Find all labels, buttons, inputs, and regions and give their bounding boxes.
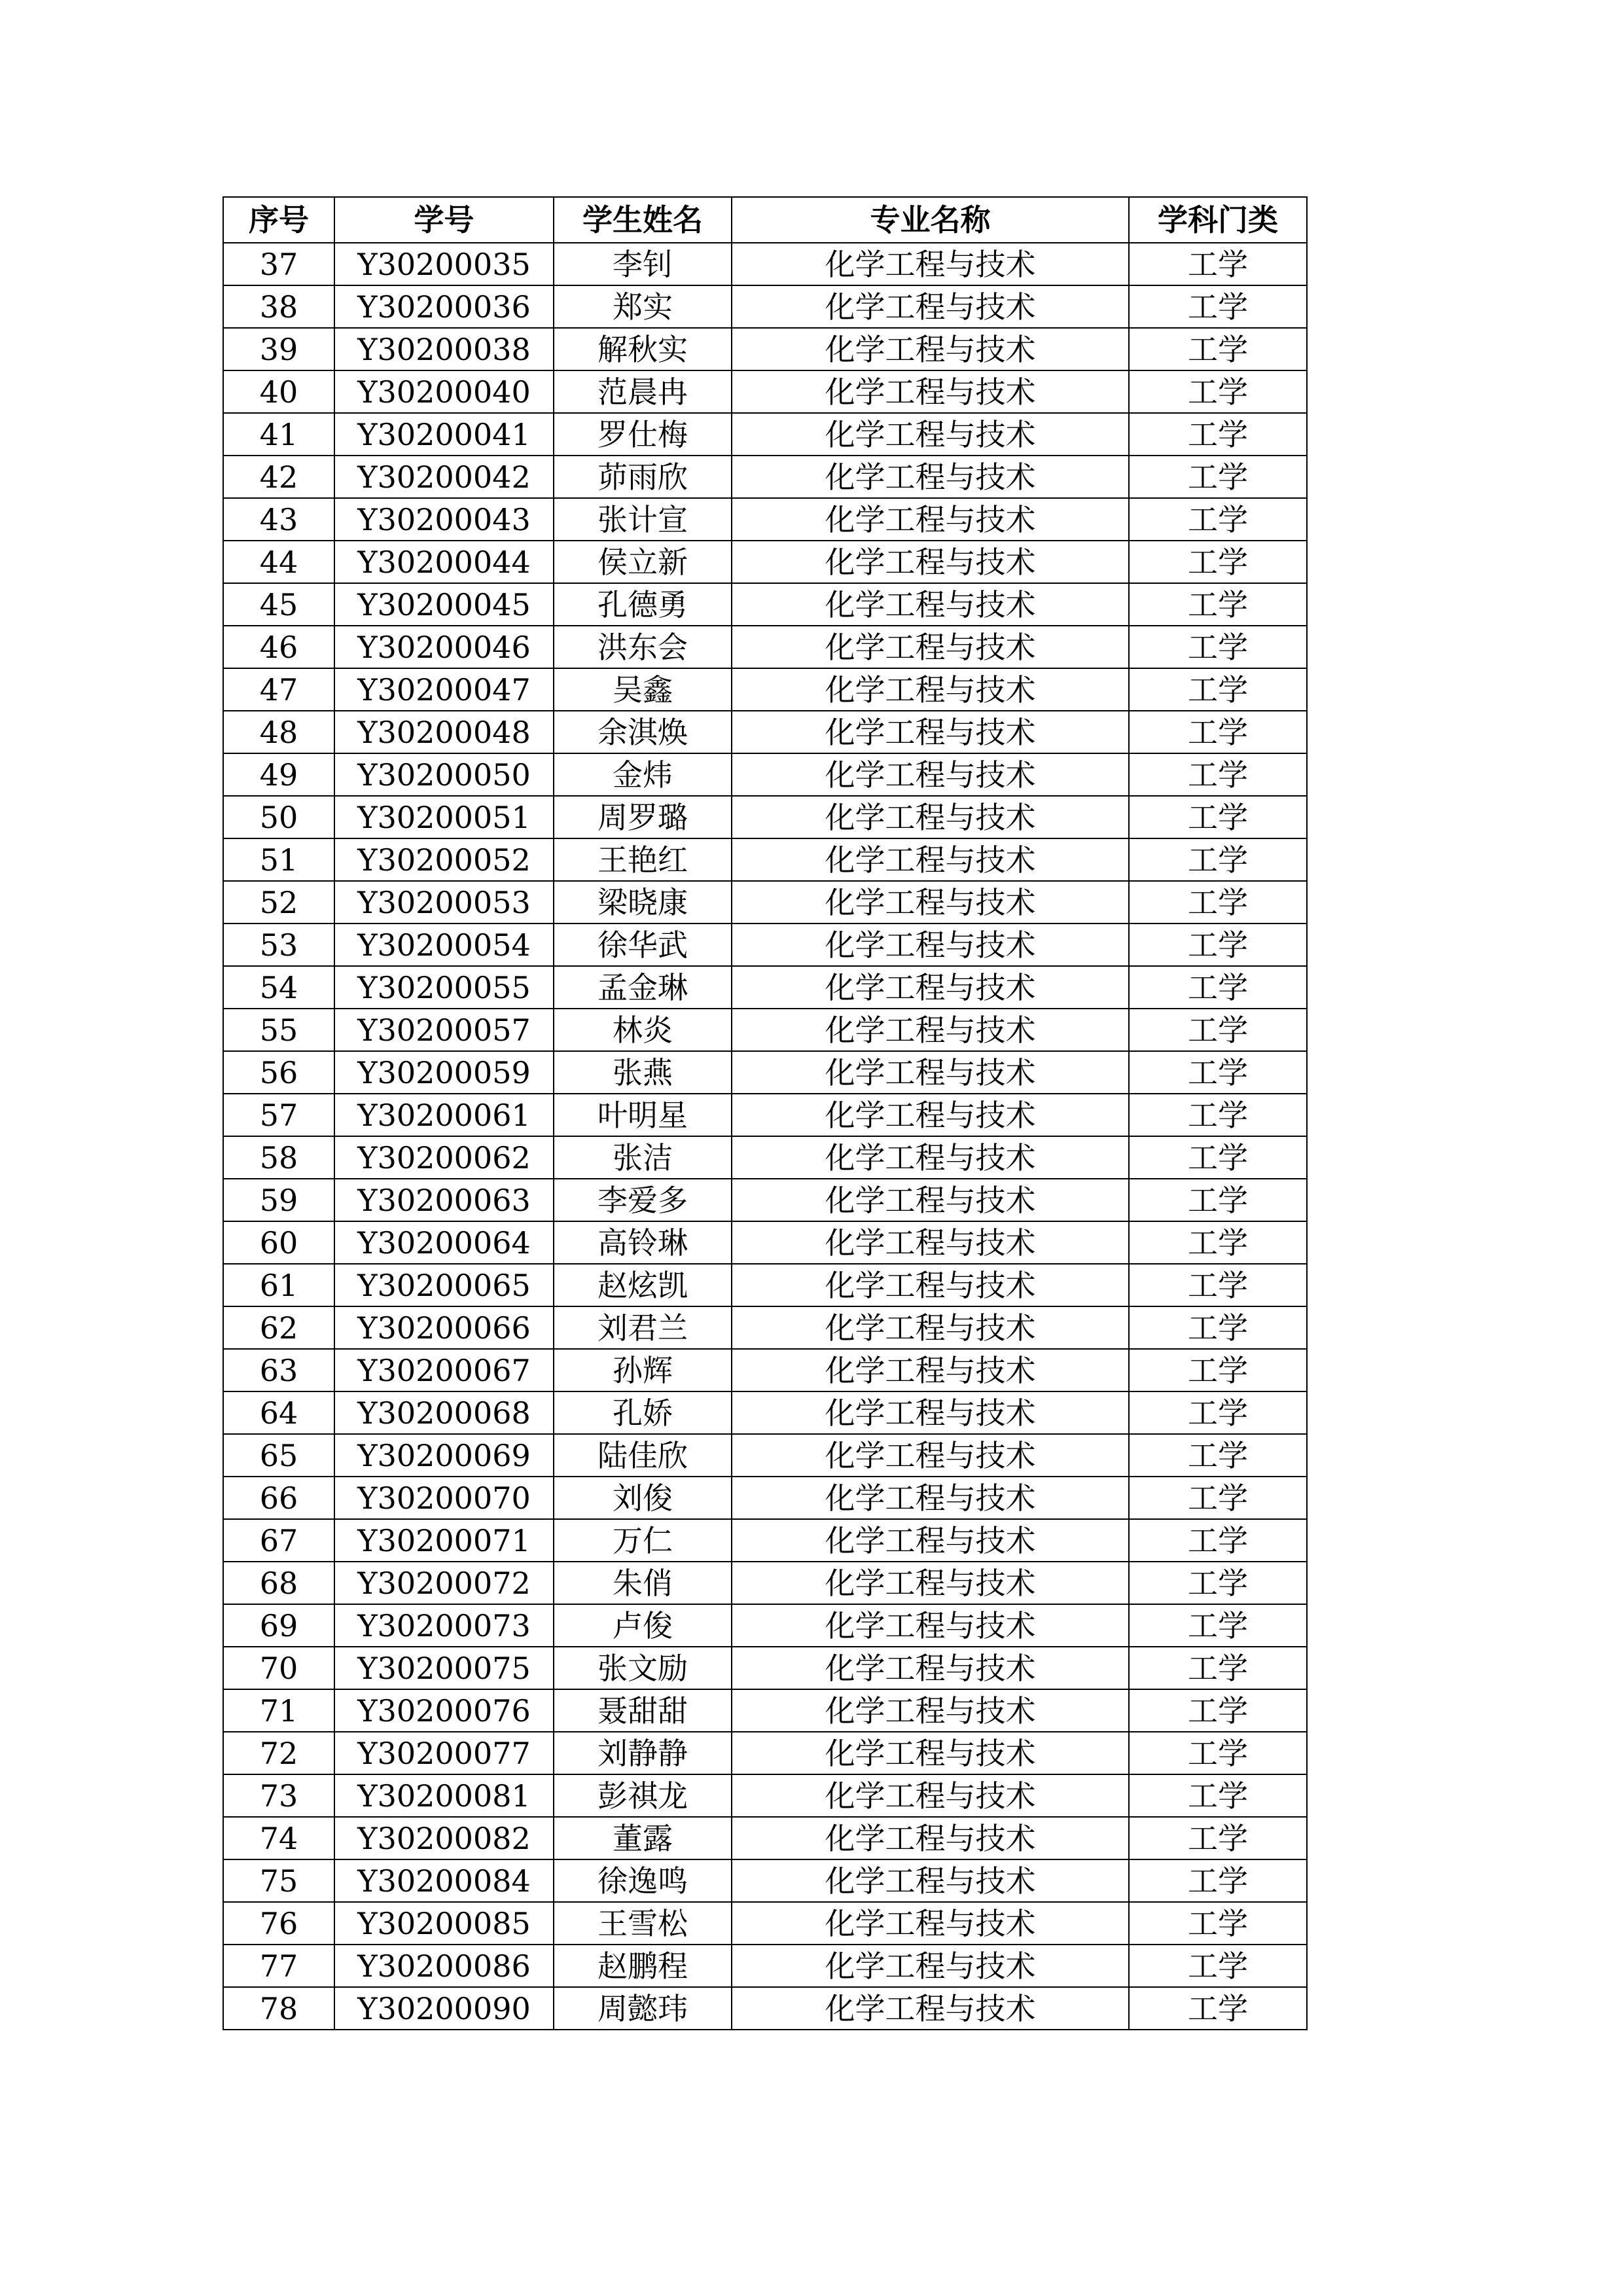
cell-discipline: 工学 [1129,966,1307,1009]
cell-discipline: 工学 [1129,711,1307,753]
cell-major: 化学工程与技术 [732,1562,1129,1604]
header-index: 序号 [223,197,334,243]
cell-student-name: 吴鑫 [554,668,732,711]
cell-index: 42 [223,456,334,498]
cell-discipline: 工学 [1129,1009,1307,1051]
cell-student-id: Y30200081 [334,1774,554,1817]
cell-index: 78 [223,1987,334,2030]
table-row [223,753,1307,796]
cell-student-name: 茆雨欣 [554,456,732,498]
cell-index: 60 [223,1221,334,1264]
table-row [223,1902,1307,1945]
cell-major: 化学工程与技术 [732,1902,1129,1945]
cell-index: 73 [223,1774,334,1817]
cell-discipline: 工学 [1129,1051,1307,1094]
cell-major: 化学工程与技术 [732,413,1129,456]
table-row [223,1689,1307,1732]
cell-student-id: Y30200059 [334,1051,554,1094]
cell-student-id: Y30200048 [334,711,554,753]
cell-student-name: 李爱多 [554,1179,732,1221]
cell-index: 52 [223,881,334,924]
cell-discipline: 工学 [1129,328,1307,370]
table-row [223,1774,1307,1817]
cell-major: 化学工程与技术 [732,668,1129,711]
table-row [223,966,1307,1009]
table-row [223,1732,1307,1774]
cell-student-name: 刘俊 [554,1477,732,1519]
cell-index: 40 [223,370,334,413]
table-row [223,285,1307,328]
cell-discipline: 工学 [1129,1774,1307,1817]
cell-student-id: Y30200062 [334,1136,554,1179]
cell-major: 化学工程与技术 [732,1391,1129,1434]
table-row [223,838,1307,881]
cell-index: 65 [223,1434,334,1477]
cell-student-id: Y30200047 [334,668,554,711]
cell-index: 48 [223,711,334,753]
cell-major: 化学工程与技术 [732,456,1129,498]
cell-discipline: 工学 [1129,626,1307,668]
cell-student-name: 叶明星 [554,1094,732,1136]
table-row [223,1349,1307,1391]
cell-student-id: Y30200054 [334,924,554,966]
cell-student-id: Y30200055 [334,966,554,1009]
cell-discipline: 工学 [1129,1136,1307,1179]
cell-student-name: 孟金琳 [554,966,732,1009]
cell-student-id: Y30200090 [334,1987,554,2030]
cell-student-id: Y30200044 [334,541,554,583]
cell-student-name: 万仁 [554,1519,732,1562]
cell-discipline: 工学 [1129,1306,1307,1349]
cell-discipline: 工学 [1129,881,1307,924]
table-row [223,1264,1307,1306]
cell-discipline: 工学 [1129,541,1307,583]
cell-major: 化学工程与技术 [732,796,1129,838]
cell-major: 化学工程与技术 [732,498,1129,541]
cell-index: 54 [223,966,334,1009]
table-row [223,924,1307,966]
cell-major: 化学工程与技术 [732,583,1129,626]
table-row [223,1604,1307,1647]
cell-major: 化学工程与技术 [732,1221,1129,1264]
cell-discipline: 工学 [1129,668,1307,711]
cell-student-id: Y30200073 [334,1604,554,1647]
cell-student-id: Y30200076 [334,1689,554,1732]
cell-index: 56 [223,1051,334,1094]
cell-discipline: 工学 [1129,1477,1307,1519]
table-row [223,413,1307,456]
cell-major: 化学工程与技术 [732,285,1129,328]
cell-index: 59 [223,1179,334,1221]
cell-major: 化学工程与技术 [732,370,1129,413]
cell-student-name: 王艳红 [554,838,732,881]
cell-major: 化学工程与技术 [732,1859,1129,1902]
cell-major: 化学工程与技术 [732,881,1129,924]
cell-student-id: Y30200086 [334,1945,554,1987]
cell-major: 化学工程与技术 [732,966,1129,1009]
cell-student-id: Y30200065 [334,1264,554,1306]
cell-student-name: 洪东会 [554,626,732,668]
cell-major: 化学工程与技术 [732,626,1129,668]
cell-discipline: 工学 [1129,1094,1307,1136]
cell-student-name: 朱俏 [554,1562,732,1604]
cell-major: 化学工程与技术 [732,1604,1129,1647]
cell-student-name: 侯立新 [554,541,732,583]
table-row [223,796,1307,838]
cell-index: 49 [223,753,334,796]
table-row [223,1434,1307,1477]
cell-major: 化学工程与技术 [732,1817,1129,1859]
cell-major: 化学工程与技术 [732,1774,1129,1817]
cell-discipline: 工学 [1129,1264,1307,1306]
cell-student-id: Y30200052 [334,838,554,881]
cell-major: 化学工程与技术 [732,753,1129,796]
cell-major: 化学工程与技术 [732,1349,1129,1391]
cell-student-name: 王雪松 [554,1902,732,1945]
table-row [223,1519,1307,1562]
cell-discipline: 工学 [1129,1519,1307,1562]
cell-discipline: 工学 [1129,1987,1307,2030]
cell-student-name: 刘静静 [554,1732,732,1774]
cell-student-id: Y30200057 [334,1009,554,1051]
cell-major: 化学工程与技术 [732,1689,1129,1732]
cell-student-id: Y30200084 [334,1859,554,1902]
cell-index: 47 [223,668,334,711]
cell-index: 68 [223,1562,334,1604]
header-student-id: 学号 [334,197,554,243]
cell-major: 化学工程与技术 [732,924,1129,966]
cell-student-id: Y30200042 [334,456,554,498]
table-row [223,1647,1307,1689]
table-row [223,456,1307,498]
cell-index: 62 [223,1306,334,1349]
cell-index: 70 [223,1647,334,1689]
cell-student-id: Y30200070 [334,1477,554,1519]
cell-student-name: 李钊 [554,243,732,285]
table-row [223,498,1307,541]
cell-student-id: Y30200064 [334,1221,554,1264]
cell-student-id: Y30200053 [334,881,554,924]
cell-major: 化学工程与技术 [732,1094,1129,1136]
cell-discipline: 工学 [1129,1647,1307,1689]
cell-student-id: Y30200036 [334,285,554,328]
cell-discipline: 工学 [1129,1562,1307,1604]
cell-discipline: 工学 [1129,243,1307,285]
cell-discipline: 工学 [1129,583,1307,626]
cell-index: 71 [223,1689,334,1732]
cell-student-name: 梁晓康 [554,881,732,924]
cell-discipline: 工学 [1129,1434,1307,1477]
table-row [223,1051,1307,1094]
table-row [223,370,1307,413]
cell-discipline: 工学 [1129,924,1307,966]
cell-major: 化学工程与技术 [732,838,1129,881]
header-row [223,197,1307,243]
cell-student-id: Y30200085 [334,1902,554,1945]
cell-student-id: Y30200040 [334,370,554,413]
table-row [223,668,1307,711]
table-row [223,1859,1307,1902]
cell-student-id: Y30200045 [334,583,554,626]
table-row [223,1221,1307,1264]
table-row [223,328,1307,370]
cell-discipline: 工学 [1129,753,1307,796]
cell-student-id: Y30200068 [334,1391,554,1434]
cell-student-name: 余淇焕 [554,711,732,753]
cell-index: 75 [223,1859,334,1902]
cell-student-name: 刘君兰 [554,1306,732,1349]
cell-index: 76 [223,1902,334,1945]
table-row [223,1306,1307,1349]
cell-student-name: 郑实 [554,285,732,328]
cell-discipline: 工学 [1129,1349,1307,1391]
cell-discipline: 工学 [1129,456,1307,498]
cell-index: 66 [223,1477,334,1519]
cell-major: 化学工程与技术 [732,1732,1129,1774]
cell-index: 64 [223,1391,334,1434]
cell-major: 化学工程与技术 [732,1051,1129,1094]
cell-student-name: 周罗璐 [554,796,732,838]
cell-student-id: Y30200071 [334,1519,554,1562]
table-row [223,1477,1307,1519]
cell-student-name: 金炜 [554,753,732,796]
table-row [223,1945,1307,1987]
cell-student-id: Y30200035 [334,243,554,285]
table-row [223,583,1307,626]
cell-discipline: 工学 [1129,413,1307,456]
cell-major: 化学工程与技术 [732,1987,1129,2030]
cell-major: 化学工程与技术 [732,1264,1129,1306]
cell-index: 44 [223,541,334,583]
cell-discipline: 工学 [1129,1179,1307,1221]
cell-student-id: Y30200082 [334,1817,554,1859]
cell-index: 63 [223,1349,334,1391]
cell-index: 50 [223,796,334,838]
cell-student-name: 董露 [554,1817,732,1859]
cell-student-name: 孔德勇 [554,583,732,626]
cell-discipline: 工学 [1129,796,1307,838]
cell-discipline: 工学 [1129,498,1307,541]
cell-student-name: 张计宣 [554,498,732,541]
cell-discipline: 工学 [1129,1689,1307,1732]
cell-student-name: 罗仕梅 [554,413,732,456]
cell-student-id: Y30200043 [334,498,554,541]
table-body [223,243,1307,2030]
cell-index: 55 [223,1009,334,1051]
table-row [223,1009,1307,1051]
cell-student-name: 陆佳欣 [554,1434,732,1477]
cell-discipline: 工学 [1129,1817,1307,1859]
table-row [223,1987,1307,2030]
cell-index: 43 [223,498,334,541]
cell-student-name: 卢俊 [554,1604,732,1647]
cell-index: 38 [223,285,334,328]
cell-index: 67 [223,1519,334,1562]
cell-student-id: Y30200069 [334,1434,554,1477]
cell-major: 化学工程与技术 [732,541,1129,583]
cell-index: 39 [223,328,334,370]
cell-student-name: 聂甜甜 [554,1689,732,1732]
cell-discipline: 工学 [1129,1604,1307,1647]
cell-student-id: Y30200051 [334,796,554,838]
header-major: 专业名称 [732,197,1129,243]
table-row [223,1136,1307,1179]
cell-student-id: Y30200061 [334,1094,554,1136]
cell-student-id: Y30200077 [334,1732,554,1774]
cell-major: 化学工程与技术 [732,328,1129,370]
cell-discipline: 工学 [1129,1221,1307,1264]
cell-index: 77 [223,1945,334,1987]
cell-index: 69 [223,1604,334,1647]
cell-index: 57 [223,1094,334,1136]
cell-major: 化学工程与技术 [732,243,1129,285]
cell-major: 化学工程与技术 [732,1647,1129,1689]
cell-major: 化学工程与技术 [732,1306,1129,1349]
cell-student-id: Y30200067 [334,1349,554,1391]
cell-discipline: 工学 [1129,838,1307,881]
cell-index: 61 [223,1264,334,1306]
cell-student-name: 周懿玮 [554,1987,732,2030]
table-row [223,1817,1307,1859]
cell-student-name: 张文励 [554,1647,732,1689]
cell-major: 化学工程与技术 [732,1434,1129,1477]
cell-index: 46 [223,626,334,668]
cell-index: 72 [223,1732,334,1774]
table-row [223,881,1307,924]
cell-discipline: 工学 [1129,1391,1307,1434]
table-row [223,541,1307,583]
cell-discipline: 工学 [1129,285,1307,328]
cell-discipline: 工学 [1129,370,1307,413]
cell-index: 45 [223,583,334,626]
table-row [223,711,1307,753]
cell-index: 37 [223,243,334,285]
cell-student-name: 解秋实 [554,328,732,370]
cell-major: 化学工程与技术 [732,1477,1129,1519]
table-row [223,1179,1307,1221]
cell-student-id: Y30200072 [334,1562,554,1604]
cell-index: 53 [223,924,334,966]
cell-student-name: 彭祺龙 [554,1774,732,1817]
table-row [223,1391,1307,1434]
cell-student-id: Y30200038 [334,328,554,370]
cell-student-id: Y30200066 [334,1306,554,1349]
cell-student-id: Y30200050 [334,753,554,796]
cell-discipline: 工学 [1129,1945,1307,1987]
cell-index: 74 [223,1817,334,1859]
header-discipline: 学科门类 [1129,197,1307,243]
cell-index: 41 [223,413,334,456]
cell-student-name: 徐华武 [554,924,732,966]
student-table [223,196,1308,2030]
cell-student-id: Y30200046 [334,626,554,668]
cell-discipline: 工学 [1129,1859,1307,1902]
table-row [223,1562,1307,1604]
cell-major: 化学工程与技术 [732,1179,1129,1221]
cell-student-name: 林炎 [554,1009,732,1051]
cell-discipline: 工学 [1129,1732,1307,1774]
cell-major: 化学工程与技术 [732,1009,1129,1051]
cell-student-name: 徐逸鸣 [554,1859,732,1902]
cell-student-name: 孙辉 [554,1349,732,1391]
table-row [223,626,1307,668]
cell-student-name: 赵鹏程 [554,1945,732,1987]
cell-student-name: 孔娇 [554,1391,732,1434]
cell-student-id: Y30200075 [334,1647,554,1689]
cell-student-id: Y30200063 [334,1179,554,1221]
cell-student-name: 高铃琳 [554,1221,732,1264]
cell-major: 化学工程与技术 [732,711,1129,753]
cell-discipline: 工学 [1129,1902,1307,1945]
cell-student-name: 赵炫凯 [554,1264,732,1306]
table-row [223,1094,1307,1136]
cell-index: 58 [223,1136,334,1179]
cell-student-id: Y30200041 [334,413,554,456]
table-row [223,243,1307,285]
header-student-name: 学生姓名 [554,197,732,243]
cell-index: 51 [223,838,334,881]
cell-student-name: 张燕 [554,1051,732,1094]
cell-major: 化学工程与技术 [732,1519,1129,1562]
cell-major: 化学工程与技术 [732,1136,1129,1179]
cell-student-name: 张洁 [554,1136,732,1179]
cell-student-name: 范晨冉 [554,370,732,413]
cell-major: 化学工程与技术 [732,1945,1129,1987]
